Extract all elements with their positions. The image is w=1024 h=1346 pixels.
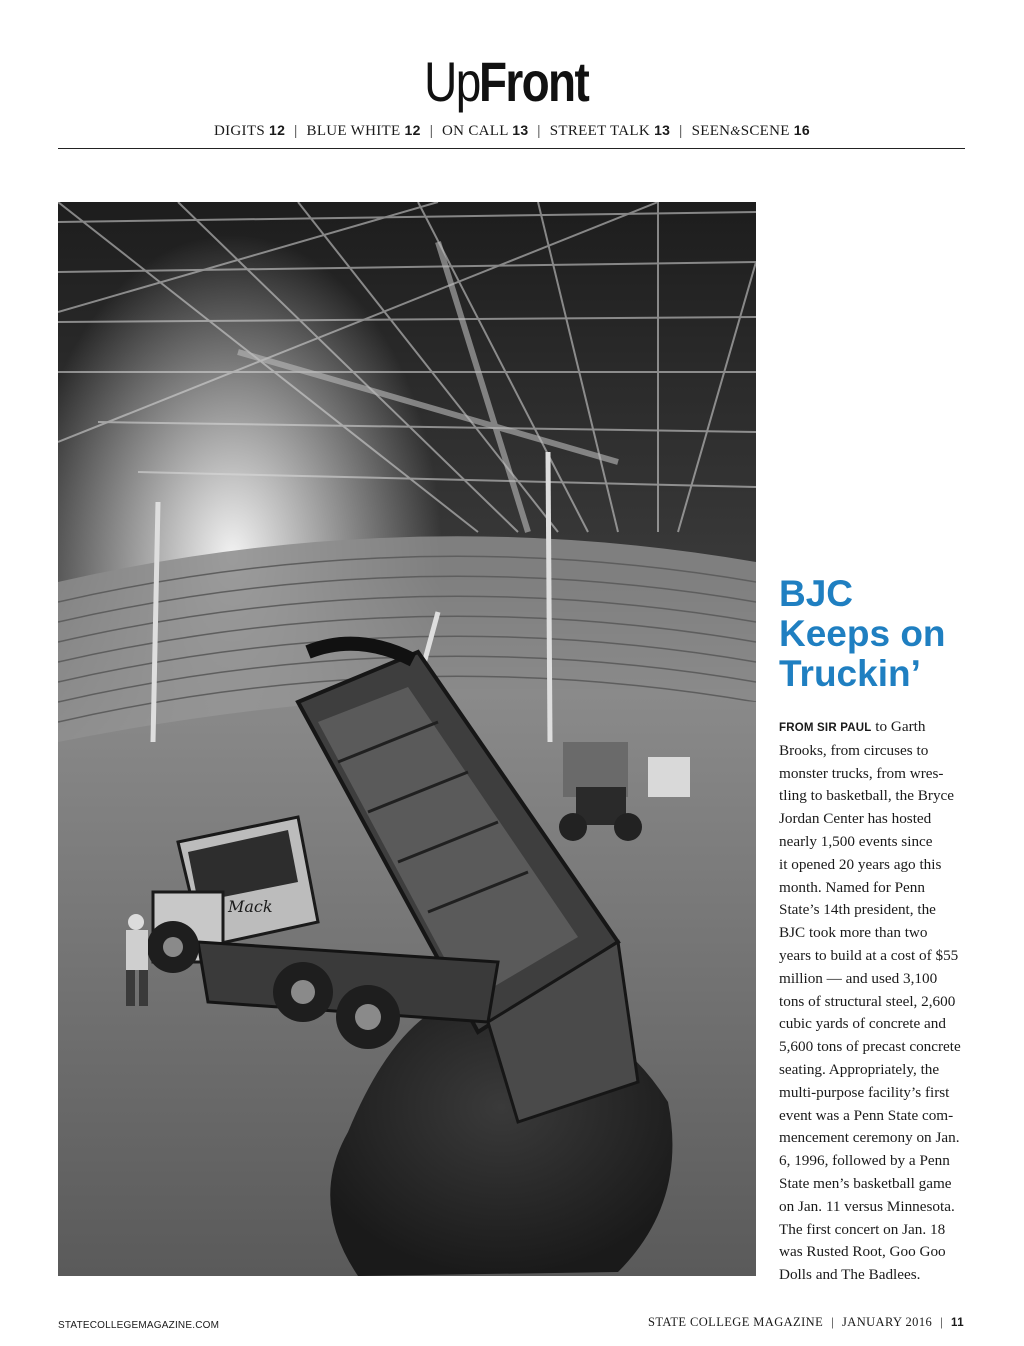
body-line: years to build at a cost of $55 (779, 946, 959, 964)
page-number: 11 (951, 1317, 964, 1329)
nav-separator: | (537, 123, 541, 139)
body-line: 5,600 tons of precast concrete (779, 1038, 961, 1056)
masthead-up: Up (423, 50, 480, 113)
body-line: was Rusted Root, Goo Goo (779, 1243, 946, 1261)
nav-separator: | (294, 123, 298, 139)
headline-line: Keeps on (779, 613, 946, 654)
nav-item-on-call[interactable]: ON CALL 13 (442, 122, 529, 139)
footer-separator: | (940, 1315, 944, 1329)
body-line: month. Named for Penn (779, 878, 925, 896)
body-line: it opened 20 years ago this (779, 855, 942, 873)
truck-door-logo: Mack (228, 897, 273, 916)
footer-folio (648, 1315, 964, 1330)
body-line: million — and used 3,100 (779, 969, 938, 987)
arena-construction-photo (58, 202, 756, 1276)
body-line: Jordan Center has hosted (779, 810, 932, 828)
nav-separator: | (429, 123, 434, 139)
footer-magazine-name: STATE COLLEGE MAGAZINE (647, 1315, 824, 1329)
footer-issue-date: JANUARY 2016 (842, 1315, 933, 1329)
section-masthead (0, 52, 1024, 112)
body-line: monster trucks, from wres- (779, 764, 944, 782)
footer-website[interactable]: STATECOLLEGEMAGAZINE.COM (58, 1320, 220, 1331)
article-body (779, 716, 971, 1287)
header-rule (58, 148, 965, 149)
body-line: on Jan. 11 versus Minnesota. (779, 1197, 955, 1215)
article-kicker: FROM SIR PAUL (779, 722, 872, 734)
nav-item-blue-white[interactable]: BLUE WHITE 12 (306, 122, 421, 139)
body-line: tling to basketball, the Bryce (779, 787, 955, 805)
body-line: State’s 14th president, the (779, 901, 936, 919)
body-line: tons of structural steel, 2,600 (779, 992, 956, 1010)
article-headline (779, 574, 979, 694)
footer-separator: | (831, 1315, 835, 1329)
headline-line: BJC (779, 573, 854, 614)
body-line: mencement ceremony on Jan. (779, 1129, 960, 1147)
body-line: multi-purpose facility’s first (779, 1083, 950, 1101)
body-line: BJC took more than two (779, 924, 928, 942)
body-line: event was a Penn State com- (779, 1106, 954, 1124)
headline-line: Truckin’ (779, 653, 921, 694)
body-line: cubic yards of concrete and (779, 1015, 946, 1033)
masthead-front: Front (479, 50, 589, 113)
body-line: seating. Appropriately, the (779, 1060, 940, 1078)
body-line: Dolls and The Badlees. (779, 1266, 921, 1284)
nav-separator: | (679, 123, 683, 139)
body-line: nearly 1,500 events since (779, 832, 933, 850)
nav-item-street-talk[interactable]: STREET TALK 13 (549, 122, 671, 139)
section-nav (0, 122, 1024, 140)
nav-item-seen-and-scene[interactable]: SEEN&SCENE 16 (691, 122, 810, 139)
body-line: Brooks, from circuses to (779, 741, 929, 759)
body-line: 6, 1996, followed by a Penn (779, 1152, 950, 1170)
body-line: The first concert on Jan. 18 (779, 1220, 946, 1238)
body-line: FROM SIR PAUL to Garth (779, 718, 926, 735)
pickup-truck (648, 757, 690, 797)
nav-item-digits[interactable]: DIGITS 12 (214, 122, 286, 139)
body-line: State men’s basketball game (779, 1174, 952, 1192)
